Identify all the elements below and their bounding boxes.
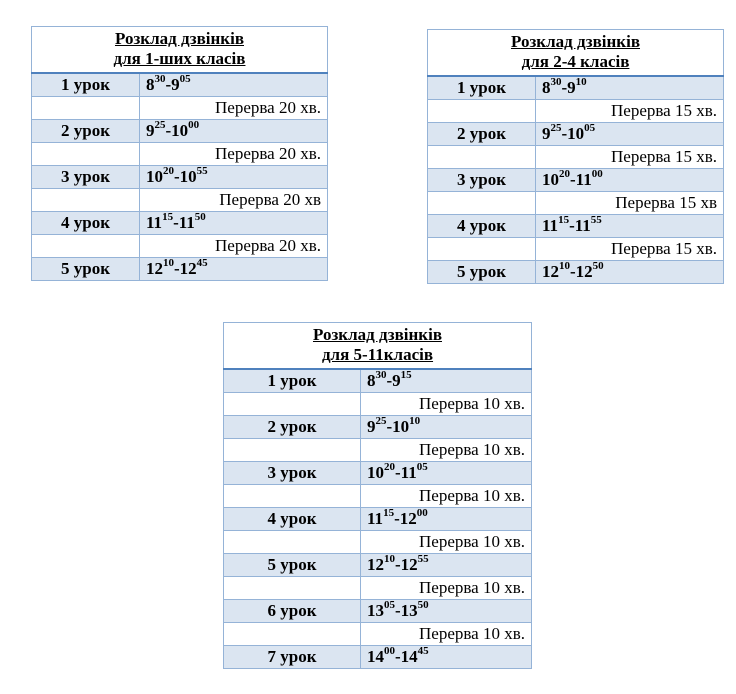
start-hour: 9 [367,417,376,436]
start-minute: 20 [163,165,174,178]
lesson-row [32,166,328,189]
start-hour: 10 [146,167,163,186]
break-row [428,100,724,123]
break-label: Перерва 20 хв. [140,235,328,258]
start-minute: 15 [558,214,570,227]
break-row [32,143,328,166]
lesson-label: 4 урок [428,215,536,238]
end-hour: 11 [178,213,195,232]
break-label: Перерва 10 хв. [361,623,532,646]
lesson-time: $12^{10}-12^{45}$ [140,258,328,281]
table-title-line2: для 1-ших класів [113,49,246,68]
end-hour: 12 [400,555,418,574]
lesson-label: 6 урок [224,600,361,623]
start-hour: 11 [542,216,559,235]
break-empty-cell [428,146,536,169]
lesson-row [224,554,532,577]
lesson-time: $12^{10}-12^{50}$ [536,261,724,284]
break-row [224,577,532,600]
lesson-label: 2 урок [224,416,361,439]
end-minute: 00 [188,119,200,132]
end-minute: 45 [417,645,429,658]
end-hour: 10 [179,167,197,186]
break-row [428,238,724,261]
lesson-row [428,76,724,100]
end-minute: 00 [416,507,428,520]
start-hour: 13 [367,601,384,620]
lesson-row [428,123,724,146]
break-label: Перерва 10 хв. [361,531,532,554]
end-minute: 50 [417,599,429,612]
start-minute: 15 [383,507,395,520]
break-row [428,192,724,215]
start-hour: 10 [542,170,559,189]
start-hour: 8 [146,75,155,94]
break-label: Перерва 15 хв [536,192,724,215]
end-minute: 00 [591,168,603,181]
schedule-table-grade-1 [31,26,328,281]
start-minute: 10 [163,257,174,270]
lesson-label: 2 урок [428,123,536,146]
lesson-label: 5 урок [32,258,140,281]
lesson-row [32,212,328,235]
lesson-label: 4 урок [32,212,140,235]
break-label: Перерва 15 хв. [536,100,724,123]
start-hour: 11 [367,509,384,528]
start-hour: 10 [367,463,384,482]
lesson-time: $10^{20}-11^{00}$ [536,169,724,192]
lesson-time: $9^{25}-10^{05}$ [536,123,724,146]
lesson-row [224,508,532,531]
break-label: Перерва 10 хв. [361,577,532,600]
start-minute: 15 [162,211,174,224]
start-hour: 12 [146,259,163,278]
end-hour: 10 [171,121,189,140]
break-label: Перерва 10 хв. [361,485,532,508]
lesson-row [224,416,532,439]
lesson-time: $13^{05}-13^{50}$ [361,600,532,623]
start-minute: 30 [375,369,387,382]
start-hour: 9 [146,121,155,140]
start-minute: 05 [384,599,395,612]
end-minute: 05 [179,73,191,86]
end-hour: 10 [392,417,410,436]
end-hour: 9 [171,75,180,94]
lesson-label: 3 урок [32,166,140,189]
break-row [224,531,532,554]
break-row [32,97,328,120]
break-empty-cell [428,100,536,123]
end-hour: 11 [574,216,591,235]
schedule-table-grades-5-11 [223,322,532,669]
start-hour: 9 [542,124,551,143]
start-minute: 25 [550,122,562,135]
end-minute: 55 [590,214,602,227]
end-hour: 9 [392,371,401,390]
break-empty-cell [224,393,361,416]
break-empty-cell [224,439,361,462]
break-empty-cell [224,623,361,646]
break-label: Перерва 10 хв. [361,439,532,462]
table-title [32,27,328,74]
table-title-line2: для 5-11класів [321,345,434,364]
break-empty-cell [32,143,140,166]
start-hour: 14 [367,647,384,666]
lesson-row [224,369,532,393]
break-row [224,485,532,508]
end-minute: 15 [400,369,412,382]
lesson-label: 3 урок [224,462,361,485]
end-hour: 11 [575,170,592,189]
lesson-row [224,462,532,485]
start-hour: 12 [542,262,559,281]
break-row [32,235,328,258]
table-title-line1: Розклад дзвінків [114,29,244,48]
lesson-row [32,258,328,281]
break-label: Перерва 15 хв. [536,146,724,169]
end-hour: 14 [400,647,418,666]
lesson-time: $10^{20}-11^{05}$ [361,462,532,485]
start-minute: 30 [550,76,562,89]
table-title [428,30,724,77]
end-minute: 10 [575,76,587,89]
start-minute: 20 [559,168,570,181]
break-empty-cell [224,577,361,600]
lesson-row [32,120,328,143]
lesson-time: $8^{30}-9^{15}$ [361,369,532,393]
break-label: Перерва 20 хв. [140,97,328,120]
lesson-label: 5 урок [224,554,361,577]
lesson-time: $8^{30}-9^{10}$ [536,76,724,100]
lesson-time: $12^{10}-12^{55}$ [361,554,532,577]
end-hour: 12 [575,262,593,281]
lesson-time: $11^{15}-11^{50}$ [140,212,328,235]
table-title-line2: для 2-4 класів [521,52,630,71]
lesson-time: $8^{30}-9^{05}$ [140,73,328,97]
end-minute: 50 [194,211,206,224]
break-empty-cell [32,97,140,120]
lesson-row [224,600,532,623]
lesson-label: 4 урок [224,508,361,531]
break-label: Перерва 20 хв [140,189,328,212]
table-title-line1: Розклад дзвінків [312,325,442,344]
start-hour: 11 [146,213,163,232]
table-title-line1: Розклад дзвінків [510,32,640,51]
end-hour: 10 [567,124,585,143]
lesson-row [428,215,724,238]
lesson-time: $10^{20}-10^{55}$ [140,166,328,189]
break-empty-cell [32,189,140,212]
lesson-time: $9^{25}-10^{00}$ [140,120,328,143]
end-minute: 50 [592,260,604,273]
lesson-row [428,261,724,284]
end-minute: 05 [584,122,596,135]
start-hour: 8 [367,371,376,390]
start-minute: 10 [559,260,570,273]
start-minute: 25 [375,415,387,428]
lesson-time: $11^{15}-12^{00}$ [361,508,532,531]
break-empty-cell [224,485,361,508]
break-row [224,393,532,416]
lesson-label: 2 урок [32,120,140,143]
end-hour: 11 [400,463,417,482]
end-minute: 05 [416,461,428,474]
break-label: Перерва 20 хв. [140,143,328,166]
lesson-label: 1 урок [428,76,536,100]
lesson-row [32,73,328,97]
break-row [224,439,532,462]
lesson-label: 1 урок [224,369,361,393]
break-empty-cell [428,238,536,261]
break-row [32,189,328,212]
break-empty-cell [428,192,536,215]
end-hour: 12 [179,259,197,278]
lesson-time: $11^{15}-11^{55}$ [536,215,724,238]
lesson-label: 7 урок [224,646,361,669]
start-minute: 20 [384,461,395,474]
lesson-label: 1 урок [32,73,140,97]
lesson-time: $14^{00}-14^{45}$ [361,646,532,669]
start-minute: 30 [154,73,166,86]
break-row [224,623,532,646]
end-minute: 55 [417,553,429,566]
end-hour: 9 [567,78,576,97]
start-hour: 12 [367,555,384,574]
break-label: Перерва 15 хв. [536,238,724,261]
break-empty-cell [224,531,361,554]
lesson-row [428,169,724,192]
end-minute: 45 [196,257,208,270]
break-label: Перерва 10 хв. [361,393,532,416]
lesson-time: $9^{25}-10^{10}$ [361,416,532,439]
end-hour: 12 [399,509,417,528]
end-minute: 10 [409,415,421,428]
schedule-table-grades-2-4 [427,29,724,284]
start-minute: 10 [384,553,395,566]
lesson-label: 3 урок [428,169,536,192]
table-title [224,323,532,370]
lesson-row [224,646,532,669]
start-minute: 25 [154,119,166,132]
lesson-label: 5 урок [428,261,536,284]
start-minute: 00 [384,645,395,658]
end-hour: 13 [400,601,418,620]
start-hour: 8 [542,78,551,97]
end-minute: 55 [196,165,208,178]
break-row [428,146,724,169]
break-empty-cell [32,235,140,258]
